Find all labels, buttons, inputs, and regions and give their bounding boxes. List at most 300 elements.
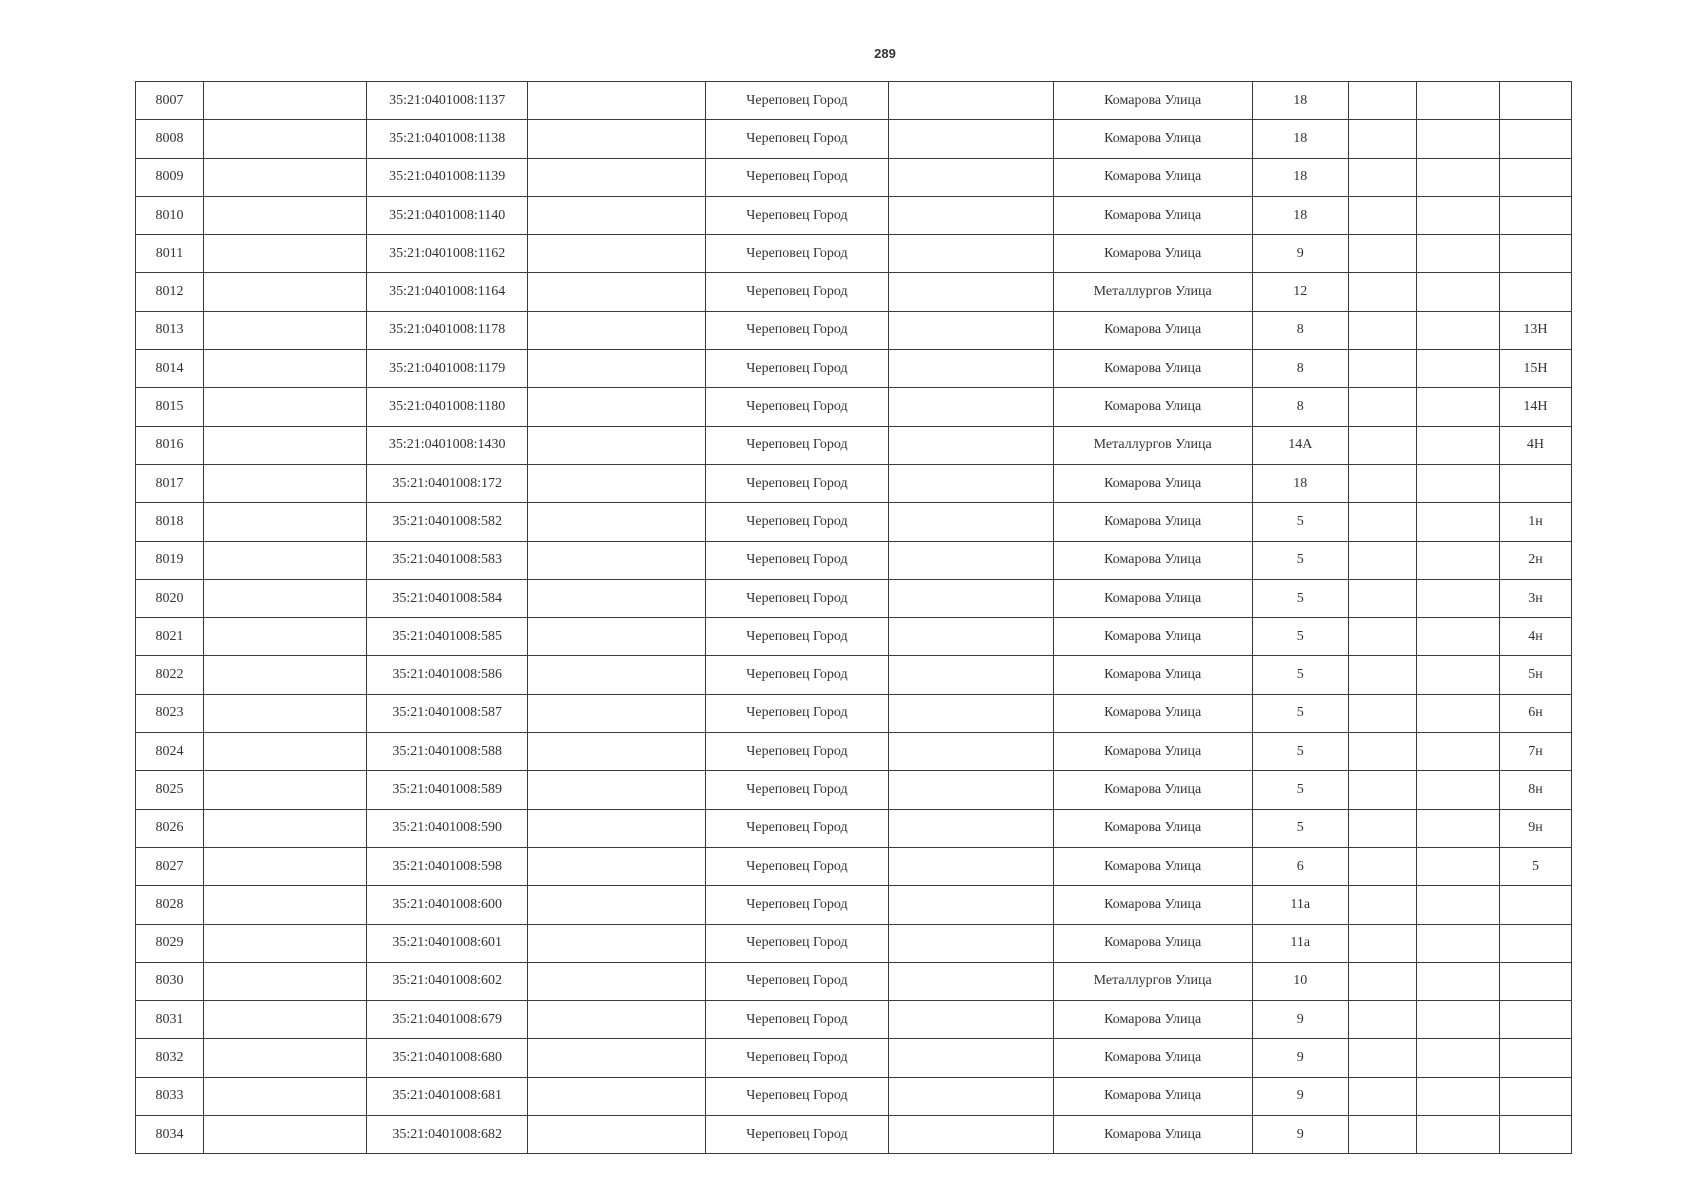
empty-cell bbox=[204, 350, 367, 388]
house-number-cell: 12 bbox=[1252, 273, 1348, 311]
empty-cell bbox=[204, 388, 367, 426]
row-number-cell: 8034 bbox=[136, 1116, 204, 1154]
empty-cell bbox=[1348, 847, 1416, 885]
empty-cell bbox=[204, 235, 367, 273]
empty-cell bbox=[1416, 618, 1499, 656]
empty-cell bbox=[1348, 886, 1416, 924]
table-row bbox=[136, 464, 1572, 502]
premises-cell bbox=[1499, 120, 1571, 158]
empty-cell bbox=[888, 350, 1053, 388]
row-number-cell: 8008 bbox=[136, 120, 204, 158]
row-number-cell: 8010 bbox=[136, 196, 204, 234]
table-row bbox=[136, 311, 1572, 349]
city-cell: Череповец Город bbox=[706, 809, 888, 847]
row-number-cell: 8031 bbox=[136, 1001, 204, 1039]
empty-cell bbox=[204, 924, 367, 962]
table-row bbox=[136, 235, 1572, 273]
empty-cell bbox=[204, 426, 367, 464]
register-table bbox=[135, 81, 1572, 1154]
premises-cell bbox=[1499, 196, 1571, 234]
empty-cell bbox=[888, 82, 1053, 120]
row-number-cell: 8009 bbox=[136, 158, 204, 196]
street-cell: Комарова Улица bbox=[1053, 1116, 1252, 1154]
house-number-cell: 14А bbox=[1252, 426, 1348, 464]
city-cell: Череповец Город bbox=[706, 656, 888, 694]
empty-cell bbox=[1416, 82, 1499, 120]
street-cell: Комарова Улица bbox=[1053, 196, 1252, 234]
premises-cell bbox=[1499, 1039, 1571, 1077]
register-body bbox=[136, 82, 1572, 1154]
empty-cell bbox=[204, 809, 367, 847]
empty-cell bbox=[1348, 1116, 1416, 1154]
city-cell: Череповец Город bbox=[706, 1077, 888, 1115]
empty-cell bbox=[888, 771, 1053, 809]
city-cell: Череповец Город bbox=[706, 82, 888, 120]
street-cell: Металлургов Улица bbox=[1053, 962, 1252, 1000]
row-number-cell: 8014 bbox=[136, 350, 204, 388]
empty-cell bbox=[888, 694, 1053, 732]
premises-cell bbox=[1499, 924, 1571, 962]
empty-cell bbox=[528, 388, 706, 426]
empty-cell bbox=[1416, 120, 1499, 158]
table-row bbox=[136, 350, 1572, 388]
row-number-cell: 8026 bbox=[136, 809, 204, 847]
city-cell: Череповец Город bbox=[706, 235, 888, 273]
table-row bbox=[136, 924, 1572, 962]
empty-cell bbox=[528, 196, 706, 234]
empty-cell bbox=[1348, 350, 1416, 388]
street-cell: Комарова Улица bbox=[1053, 120, 1252, 158]
empty-cell bbox=[204, 1039, 367, 1077]
table-row bbox=[136, 1077, 1572, 1115]
cadastral-number-cell: 35:21:0401008:1139 bbox=[367, 158, 528, 196]
table-row bbox=[136, 809, 1572, 847]
row-number-cell: 8027 bbox=[136, 847, 204, 885]
street-cell: Комарова Улица bbox=[1053, 579, 1252, 617]
empty-cell bbox=[888, 924, 1053, 962]
empty-cell bbox=[528, 82, 706, 120]
empty-cell bbox=[528, 350, 706, 388]
empty-cell bbox=[1416, 1001, 1499, 1039]
street-cell: Комарова Улица bbox=[1053, 158, 1252, 196]
street-cell: Комарова Улица bbox=[1053, 235, 1252, 273]
premises-cell: 14Н bbox=[1499, 388, 1571, 426]
empty-cell bbox=[1416, 924, 1499, 962]
empty-cell bbox=[1416, 656, 1499, 694]
cadastral-number-cell: 35:21:0401008:1179 bbox=[367, 350, 528, 388]
cadastral-number-cell: 35:21:0401008:588 bbox=[367, 733, 528, 771]
empty-cell bbox=[1416, 503, 1499, 541]
city-cell: Череповец Город bbox=[706, 464, 888, 502]
house-number-cell: 6 bbox=[1252, 847, 1348, 885]
empty-cell bbox=[1348, 311, 1416, 349]
street-cell: Комарова Улица bbox=[1053, 924, 1252, 962]
street-cell: Комарова Улица bbox=[1053, 1039, 1252, 1077]
empty-cell bbox=[204, 656, 367, 694]
empty-cell bbox=[528, 1001, 706, 1039]
table-row bbox=[136, 694, 1572, 732]
empty-cell bbox=[1416, 541, 1499, 579]
cadastral-number-cell: 35:21:0401008:1180 bbox=[367, 388, 528, 426]
empty-cell bbox=[888, 1001, 1053, 1039]
empty-cell bbox=[1348, 771, 1416, 809]
premises-cell bbox=[1499, 158, 1571, 196]
premises-cell: 4н bbox=[1499, 618, 1571, 656]
cadastral-number-cell: 35:21:0401008:583 bbox=[367, 541, 528, 579]
cadastral-number-cell: 35:21:0401008:681 bbox=[367, 1077, 528, 1115]
house-number-cell: 18 bbox=[1252, 464, 1348, 502]
empty-cell bbox=[528, 733, 706, 771]
empty-cell bbox=[888, 541, 1053, 579]
city-cell: Череповец Город bbox=[706, 847, 888, 885]
table-row bbox=[136, 962, 1572, 1000]
empty-cell bbox=[1416, 771, 1499, 809]
empty-cell bbox=[528, 541, 706, 579]
empty-cell bbox=[528, 1116, 706, 1154]
empty-cell bbox=[1416, 235, 1499, 273]
empty-cell bbox=[204, 311, 367, 349]
house-number-cell: 8 bbox=[1252, 350, 1348, 388]
cadastral-number-cell: 35:21:0401008:585 bbox=[367, 618, 528, 656]
row-number-cell: 8013 bbox=[136, 311, 204, 349]
premises-cell: 5н bbox=[1499, 656, 1571, 694]
house-number-cell: 5 bbox=[1252, 809, 1348, 847]
empty-cell bbox=[1416, 962, 1499, 1000]
empty-cell bbox=[1416, 388, 1499, 426]
empty-cell bbox=[1416, 158, 1499, 196]
table-row bbox=[136, 541, 1572, 579]
cadastral-number-cell: 35:21:0401008:586 bbox=[367, 656, 528, 694]
house-number-cell: 18 bbox=[1252, 196, 1348, 234]
empty-cell bbox=[1348, 196, 1416, 234]
house-number-cell: 11а bbox=[1252, 886, 1348, 924]
row-number-cell: 8017 bbox=[136, 464, 204, 502]
empty-cell bbox=[204, 120, 367, 158]
city-cell: Череповец Город bbox=[706, 1039, 888, 1077]
house-number-cell: 5 bbox=[1252, 618, 1348, 656]
row-number-cell: 8029 bbox=[136, 924, 204, 962]
city-cell: Череповец Город bbox=[706, 388, 888, 426]
city-cell: Череповец Город bbox=[706, 962, 888, 1000]
row-number-cell: 8033 bbox=[136, 1077, 204, 1115]
house-number-cell: 9 bbox=[1252, 1077, 1348, 1115]
empty-cell bbox=[1348, 656, 1416, 694]
empty-cell bbox=[1348, 962, 1416, 1000]
city-cell: Череповец Город bbox=[706, 1001, 888, 1039]
empty-cell bbox=[1348, 694, 1416, 732]
empty-cell bbox=[1416, 196, 1499, 234]
empty-cell bbox=[888, 962, 1053, 1000]
empty-cell bbox=[528, 847, 706, 885]
empty-cell bbox=[204, 503, 367, 541]
cadastral-number-cell: 35:21:0401008:601 bbox=[367, 924, 528, 962]
empty-cell bbox=[204, 847, 367, 885]
row-number-cell: 8015 bbox=[136, 388, 204, 426]
empty-cell bbox=[528, 273, 706, 311]
city-cell: Череповец Город bbox=[706, 694, 888, 732]
cadastral-number-cell: 35:21:0401008:598 bbox=[367, 847, 528, 885]
table-row bbox=[136, 579, 1572, 617]
premises-cell: 15Н bbox=[1499, 350, 1571, 388]
row-number-cell: 8030 bbox=[136, 962, 204, 1000]
cadastral-number-cell: 35:21:0401008:584 bbox=[367, 579, 528, 617]
empty-cell bbox=[1348, 1001, 1416, 1039]
premises-cell: 3н bbox=[1499, 579, 1571, 617]
row-number-cell: 8024 bbox=[136, 733, 204, 771]
empty-cell bbox=[204, 464, 367, 502]
row-number-cell: 8018 bbox=[136, 503, 204, 541]
premises-cell: 1н bbox=[1499, 503, 1571, 541]
empty-cell bbox=[888, 809, 1053, 847]
empty-cell bbox=[528, 158, 706, 196]
street-cell: Комарова Улица bbox=[1053, 82, 1252, 120]
empty-cell bbox=[888, 579, 1053, 617]
row-number-cell: 8023 bbox=[136, 694, 204, 732]
city-cell: Череповец Город bbox=[706, 541, 888, 579]
empty-cell bbox=[888, 1116, 1053, 1154]
cadastral-number-cell: 35:21:0401008:1137 bbox=[367, 82, 528, 120]
city-cell: Череповец Город bbox=[706, 120, 888, 158]
street-cell: Комарова Улица bbox=[1053, 618, 1252, 656]
table-row bbox=[136, 388, 1572, 426]
row-number-cell: 8028 bbox=[136, 886, 204, 924]
cadastral-number-cell: 35:21:0401008:602 bbox=[367, 962, 528, 1000]
premises-cell bbox=[1499, 82, 1571, 120]
empty-cell bbox=[528, 886, 706, 924]
premises-cell bbox=[1499, 273, 1571, 311]
row-number-cell: 8016 bbox=[136, 426, 204, 464]
empty-cell bbox=[1348, 158, 1416, 196]
table-row bbox=[136, 503, 1572, 541]
premises-cell bbox=[1499, 235, 1571, 273]
house-number-cell: 5 bbox=[1252, 694, 1348, 732]
table-row bbox=[136, 771, 1572, 809]
house-number-cell: 5 bbox=[1252, 656, 1348, 694]
empty-cell bbox=[528, 924, 706, 962]
premises-cell: 7н bbox=[1499, 733, 1571, 771]
empty-cell bbox=[528, 656, 706, 694]
city-cell: Череповец Город bbox=[706, 158, 888, 196]
empty-cell bbox=[1348, 733, 1416, 771]
row-number-cell: 8021 bbox=[136, 618, 204, 656]
empty-cell bbox=[1348, 541, 1416, 579]
house-number-cell: 5 bbox=[1252, 503, 1348, 541]
empty-cell bbox=[204, 771, 367, 809]
empty-cell bbox=[204, 196, 367, 234]
premises-cell bbox=[1499, 962, 1571, 1000]
empty-cell bbox=[1348, 618, 1416, 656]
row-number-cell: 8011 bbox=[136, 235, 204, 273]
row-number-cell: 8012 bbox=[136, 273, 204, 311]
premises-cell: 4Н bbox=[1499, 426, 1571, 464]
street-cell: Металлургов Улица bbox=[1053, 273, 1252, 311]
cadastral-number-cell: 35:21:0401008:680 bbox=[367, 1039, 528, 1077]
empty-cell bbox=[528, 464, 706, 502]
empty-cell bbox=[528, 618, 706, 656]
house-number-cell: 9 bbox=[1252, 235, 1348, 273]
house-number-cell: 5 bbox=[1252, 771, 1348, 809]
street-cell: Комарова Улица bbox=[1053, 464, 1252, 502]
house-number-cell: 18 bbox=[1252, 158, 1348, 196]
empty-cell bbox=[204, 579, 367, 617]
street-cell: Комарова Улица bbox=[1053, 311, 1252, 349]
empty-cell bbox=[888, 886, 1053, 924]
premises-cell bbox=[1499, 1077, 1571, 1115]
empty-cell bbox=[888, 656, 1053, 694]
empty-cell bbox=[1416, 579, 1499, 617]
cadastral-number-cell: 35:21:0401008:587 bbox=[367, 694, 528, 732]
empty-cell bbox=[1416, 1077, 1499, 1115]
house-number-cell: 8 bbox=[1252, 311, 1348, 349]
empty-cell bbox=[888, 503, 1053, 541]
city-cell: Череповец Город bbox=[706, 196, 888, 234]
house-number-cell: 10 bbox=[1252, 962, 1348, 1000]
empty-cell bbox=[1348, 388, 1416, 426]
cadastral-number-cell: 35:21:0401008:1164 bbox=[367, 273, 528, 311]
premises-cell: 13Н bbox=[1499, 311, 1571, 349]
table-row bbox=[136, 120, 1572, 158]
house-number-cell: 11а bbox=[1252, 924, 1348, 962]
row-number-cell: 8019 bbox=[136, 541, 204, 579]
empty-cell bbox=[888, 235, 1053, 273]
city-cell: Череповец Город bbox=[706, 426, 888, 464]
empty-cell bbox=[204, 82, 367, 120]
empty-cell bbox=[1416, 886, 1499, 924]
empty-cell bbox=[1416, 464, 1499, 502]
premises-cell bbox=[1499, 1001, 1571, 1039]
empty-cell bbox=[1416, 847, 1499, 885]
street-cell: Комарова Улица bbox=[1053, 771, 1252, 809]
empty-cell bbox=[1348, 82, 1416, 120]
premises-cell bbox=[1499, 464, 1571, 502]
empty-cell bbox=[1348, 809, 1416, 847]
cadastral-number-cell: 35:21:0401008:1140 bbox=[367, 196, 528, 234]
empty-cell bbox=[528, 311, 706, 349]
empty-cell bbox=[1416, 733, 1499, 771]
premises-cell: 9н bbox=[1499, 809, 1571, 847]
empty-cell bbox=[888, 1039, 1053, 1077]
cadastral-number-cell: 35:21:0401008:682 bbox=[367, 1116, 528, 1154]
house-number-cell: 18 bbox=[1252, 82, 1348, 120]
empty-cell bbox=[1348, 503, 1416, 541]
house-number-cell: 5 bbox=[1252, 541, 1348, 579]
row-number-cell: 8007 bbox=[136, 82, 204, 120]
empty-cell bbox=[888, 158, 1053, 196]
row-number-cell: 8032 bbox=[136, 1039, 204, 1077]
empty-cell bbox=[888, 733, 1053, 771]
empty-cell bbox=[1348, 235, 1416, 273]
house-number-cell: 9 bbox=[1252, 1116, 1348, 1154]
empty-cell bbox=[528, 120, 706, 158]
empty-cell bbox=[888, 388, 1053, 426]
city-cell: Череповец Город bbox=[706, 273, 888, 311]
page-number: 289 bbox=[874, 46, 896, 61]
table-row bbox=[136, 82, 1572, 120]
city-cell: Череповец Город bbox=[706, 1116, 888, 1154]
row-number-cell: 8020 bbox=[136, 579, 204, 617]
premises-cell bbox=[1499, 1116, 1571, 1154]
empty-cell bbox=[888, 196, 1053, 234]
empty-cell bbox=[528, 1077, 706, 1115]
premises-cell: 5 bbox=[1499, 847, 1571, 885]
city-cell: Череповец Город bbox=[706, 886, 888, 924]
empty-cell bbox=[204, 733, 367, 771]
cadastral-number-cell: 35:21:0401008:590 bbox=[367, 809, 528, 847]
empty-cell bbox=[888, 426, 1053, 464]
empty-cell bbox=[528, 579, 706, 617]
table-row bbox=[136, 196, 1572, 234]
empty-cell bbox=[528, 503, 706, 541]
table-row bbox=[136, 733, 1572, 771]
premises-cell: 2н bbox=[1499, 541, 1571, 579]
empty-cell bbox=[888, 120, 1053, 158]
street-cell: Металлургов Улица bbox=[1053, 426, 1252, 464]
table-row bbox=[136, 273, 1572, 311]
house-number-cell: 18 bbox=[1252, 120, 1348, 158]
empty-cell bbox=[1416, 273, 1499, 311]
empty-cell bbox=[1348, 924, 1416, 962]
empty-cell bbox=[888, 311, 1053, 349]
empty-cell bbox=[1348, 1077, 1416, 1115]
table-row bbox=[136, 1039, 1572, 1077]
empty-cell bbox=[888, 1077, 1053, 1115]
empty-cell bbox=[204, 273, 367, 311]
empty-cell bbox=[204, 962, 367, 1000]
empty-cell bbox=[204, 1001, 367, 1039]
empty-cell bbox=[1416, 426, 1499, 464]
house-number-cell: 9 bbox=[1252, 1001, 1348, 1039]
cadastral-number-cell: 35:21:0401008:679 bbox=[367, 1001, 528, 1039]
street-cell: Комарова Улица bbox=[1053, 1077, 1252, 1115]
city-cell: Череповец Город bbox=[706, 579, 888, 617]
city-cell: Череповец Город bbox=[706, 311, 888, 349]
empty-cell bbox=[204, 886, 367, 924]
table-row bbox=[136, 158, 1572, 196]
city-cell: Череповец Город bbox=[706, 771, 888, 809]
street-cell: Комарова Улица bbox=[1053, 656, 1252, 694]
house-number-cell: 9 bbox=[1252, 1039, 1348, 1077]
cadastral-number-cell: 35:21:0401008:582 bbox=[367, 503, 528, 541]
empty-cell bbox=[528, 771, 706, 809]
premises-cell: 8н bbox=[1499, 771, 1571, 809]
street-cell: Комарова Улица bbox=[1053, 886, 1252, 924]
empty-cell bbox=[1348, 579, 1416, 617]
empty-cell bbox=[528, 426, 706, 464]
empty-cell bbox=[1416, 350, 1499, 388]
street-cell: Комарова Улица bbox=[1053, 733, 1252, 771]
empty-cell bbox=[204, 1077, 367, 1115]
table-row bbox=[136, 618, 1572, 656]
house-number-cell: 5 bbox=[1252, 733, 1348, 771]
empty-cell bbox=[1348, 464, 1416, 502]
city-cell: Череповец Город bbox=[706, 350, 888, 388]
empty-cell bbox=[1348, 273, 1416, 311]
street-cell: Комарова Улица bbox=[1053, 809, 1252, 847]
empty-cell bbox=[888, 847, 1053, 885]
premises-cell bbox=[1499, 886, 1571, 924]
table-row bbox=[136, 886, 1572, 924]
empty-cell bbox=[204, 694, 367, 732]
city-cell: Череповец Город bbox=[706, 618, 888, 656]
empty-cell bbox=[528, 694, 706, 732]
empty-cell bbox=[1416, 809, 1499, 847]
empty-cell bbox=[1416, 1116, 1499, 1154]
cadastral-number-cell: 35:21:0401008:1138 bbox=[367, 120, 528, 158]
house-number-cell: 8 bbox=[1252, 388, 1348, 426]
street-cell: Комарова Улица bbox=[1053, 541, 1252, 579]
table-row bbox=[136, 1001, 1572, 1039]
city-cell: Череповец Город bbox=[706, 733, 888, 771]
